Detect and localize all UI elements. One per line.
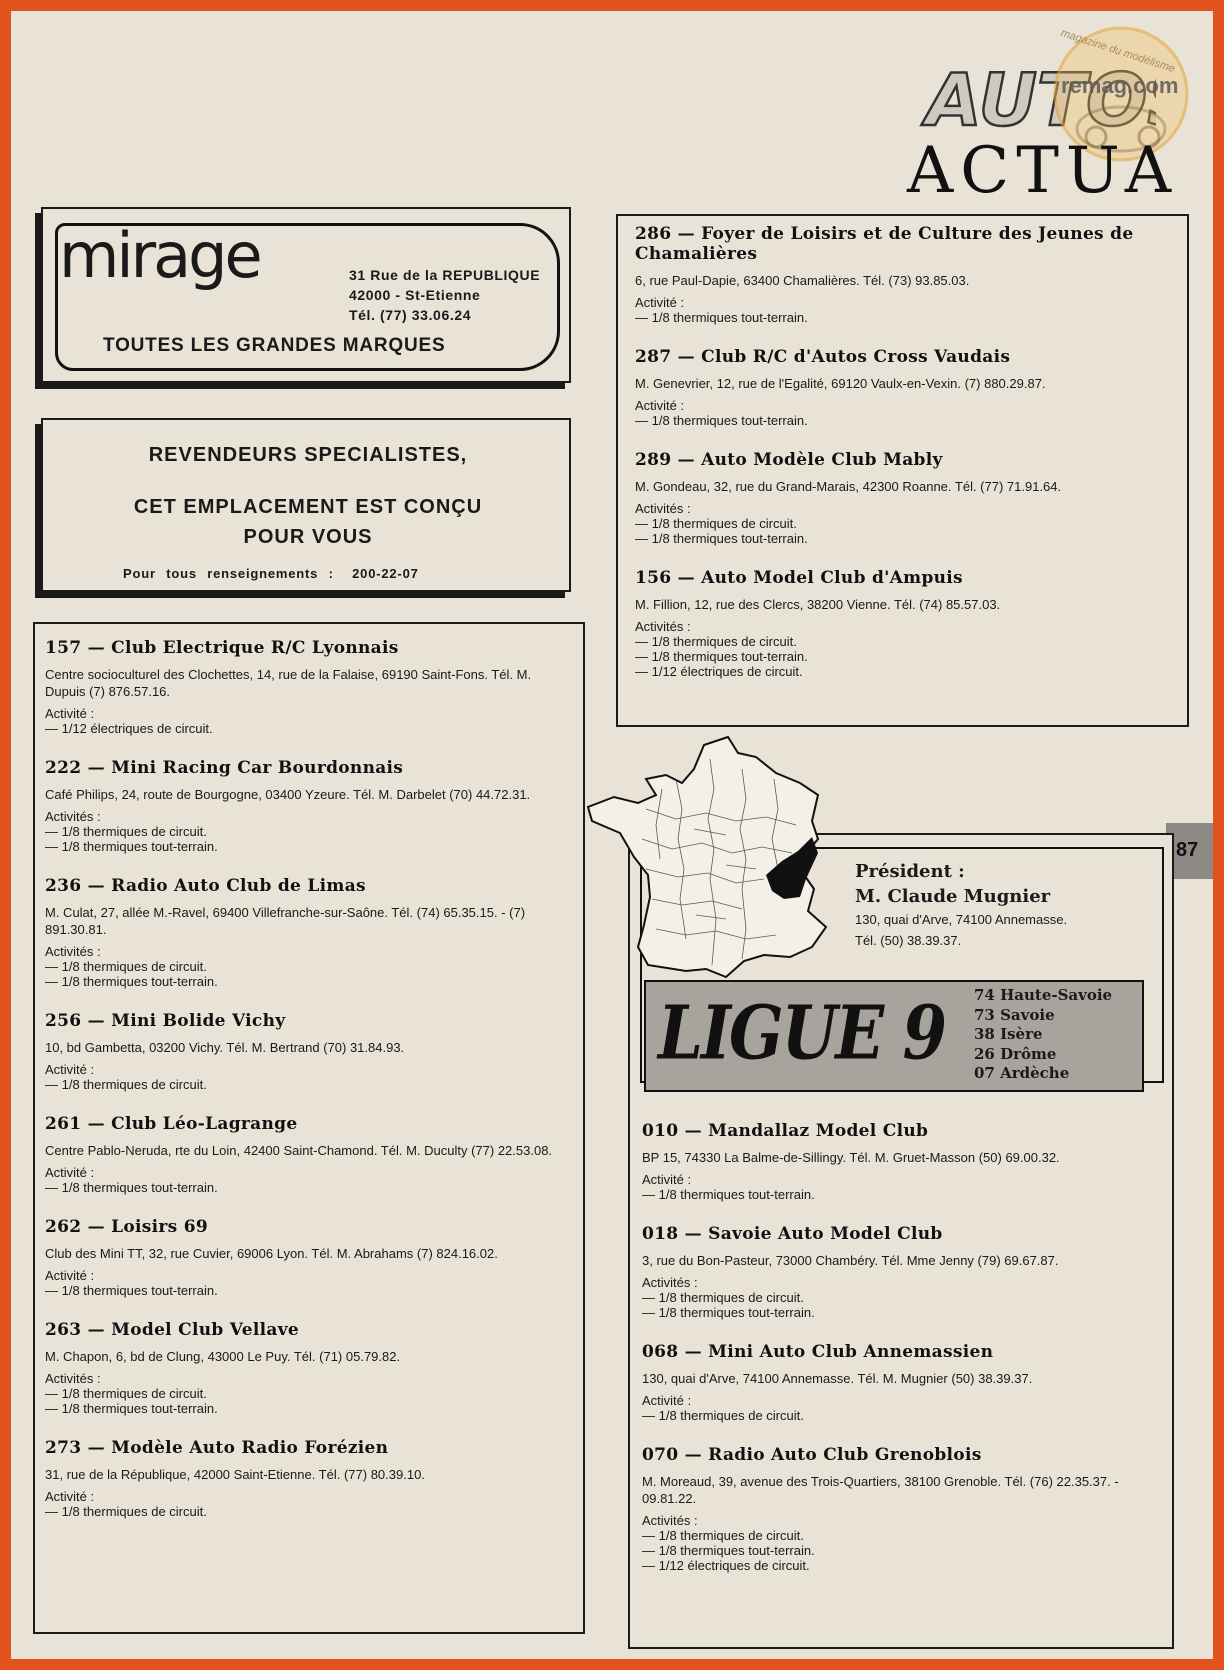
- club-activities: [635, 398, 1180, 428]
- club-activities-label: Activités :: [45, 944, 101, 959]
- club-activities-label: Activités :: [635, 501, 691, 516]
- club-activity-item: — 1/8 thermiques de circuit.: [45, 959, 207, 974]
- club-address: M. Fillion, 12, rue des Clercs, 38200 Vienne. Tél. (74) 85.57.03.: [635, 597, 1001, 612]
- ad-mirage: [41, 207, 571, 383]
- club-address: Centre Pablo-Neruda, rte du Loin, 42400 Saint-Chamond. Tél. M. Duculty (77) 22.53.08.: [45, 1143, 553, 1158]
- club-title: 261 — Club Léo-Lagrange: [45, 1114, 298, 1134]
- club-entry: [635, 450, 1180, 546]
- revendeurs-info: [123, 566, 419, 581]
- svg-text:AUTOS: AUTO: [926, 59, 1148, 139]
- club-address: 3, rue du Bon-Pasteur, 73000 Chambéry. Tél. Mme Jenny (79) 69.67.87.: [642, 1253, 1059, 1268]
- club-activities: [635, 501, 1180, 546]
- club-activities-label: Activité :: [635, 398, 685, 413]
- club-activities: [642, 1393, 1166, 1423]
- president-name: M. Claude Mugnier: [855, 886, 1051, 907]
- club-address: 31, rue de la République, 42000 Saint-Etienne. Tél. (77) 80.39.10.: [45, 1467, 425, 1482]
- club-activity-item: — 1/12 électriques de circuit.: [642, 1558, 810, 1573]
- magazine-page: [11, 11, 1213, 1659]
- club-activity-item: — 1/8 thermiques de circuit.: [45, 1077, 207, 1092]
- club-entry: [642, 1445, 1166, 1573]
- left-clubs-list: [45, 638, 573, 1541]
- ligue-department: 74 Haute-Savoie: [974, 986, 1113, 1004]
- ligue-department: 38 Isère: [974, 1025, 1043, 1043]
- club-title: 010 — Mandallaz Model Club: [642, 1121, 929, 1141]
- club-title: 222 — Mini Racing Car Bourdonnais: [45, 758, 404, 778]
- club-activities-label: Activité :: [45, 1062, 95, 1077]
- club-entry: [45, 876, 573, 989]
- mirage-logo: mirage: [59, 219, 260, 292]
- club-title: 018 — Savoie Auto Model Club: [642, 1224, 943, 1244]
- club-title: 287 — Club R/C d'Autos Cross Vaudais: [635, 347, 1011, 367]
- club-activity-item: — 1/8 thermiques tout-terrain.: [635, 310, 808, 325]
- mirage-tagline: TOUTES LES GRANDES MARQUES: [103, 335, 446, 356]
- club-activity-item: — 1/8 thermiques tout-terrain.: [635, 413, 808, 428]
- club-activity-item: — 1/8 thermiques tout-terrain.: [635, 531, 808, 546]
- club-activity-item: — 1/12 électriques de circuit.: [635, 664, 803, 679]
- right-top-clubs-list: [635, 224, 1180, 701]
- club-activities: [642, 1513, 1166, 1573]
- club-entry: [45, 758, 573, 854]
- club-activity-item: — 1/12 électriques de circuit.: [45, 721, 213, 736]
- club-entry: [45, 1438, 573, 1519]
- club-title: 262 — Loisirs 69: [45, 1217, 209, 1237]
- club-entry: [642, 1121, 1166, 1202]
- club-title: 273 — Modèle Auto Radio Forézien: [45, 1438, 389, 1458]
- president-phone: Tél. (50) 38.39.37.: [855, 933, 962, 948]
- ligue-department: 73 Savoie: [974, 1005, 1055, 1024]
- ligue-label: LIGUE 9: [658, 990, 945, 1077]
- mirage-address: [349, 265, 540, 325]
- club-activities-label: Activité :: [45, 1268, 95, 1283]
- club-activities-label: Activité :: [45, 706, 95, 721]
- club-title: 070 — Radio Auto Club Grenoblois: [642, 1445, 982, 1465]
- club-activity-item: — 1/8 thermiques tout-terrain.: [635, 649, 808, 664]
- club-activity-item: — 1/8 thermiques de circuit.: [45, 1504, 207, 1519]
- club-activity-item: — 1/8 thermiques tout-terrain.: [642, 1543, 815, 1558]
- club-entry: [635, 224, 1180, 325]
- club-address: 10, bd Gambetta, 03200 Vichy. Tél. M. Bertrand (70) 31.84.93.: [45, 1040, 405, 1055]
- club-activities: [642, 1275, 1166, 1320]
- club-activity-item: — 1/8 thermiques de circuit.: [635, 634, 797, 649]
- club-title: 263 — Model Club Vellave: [45, 1320, 299, 1340]
- club-activities-label: Activités :: [45, 809, 101, 824]
- mirage-phone: Tél. (77) 33.06.24: [349, 307, 472, 323]
- club-activities-label: Activité :: [642, 1393, 692, 1408]
- club-activities: [45, 1371, 573, 1416]
- club-activity-item: — 1/8 thermiques tout-terrain.: [45, 974, 218, 989]
- ligue-departments: [974, 986, 1112, 1084]
- club-activity-item: — 1/8 thermiques de circuit.: [642, 1528, 804, 1543]
- club-entry: [635, 347, 1180, 428]
- club-title: 156 — Auto Model Club d'Ampuis: [635, 568, 963, 588]
- club-activities: [642, 1172, 1166, 1202]
- club-address: Centre socioculturel des Clochettes, 14, rue de la Falaise, 69190 Saint-Fons. Tél. M. Dupuis (7) 876.57.16.: [45, 667, 532, 699]
- club-activity-item: — 1/8 thermiques de circuit.: [45, 1386, 207, 1401]
- club-activities: [45, 706, 573, 736]
- club-title: 157 — Club Electrique R/C Lyonnais: [45, 638, 399, 658]
- club-activity-item: — 1/8 thermiques tout-terrain.: [45, 1401, 218, 1416]
- club-activity-item: — 1/8 thermiques tout-terrain.: [45, 839, 218, 854]
- france-map: [586, 729, 876, 979]
- club-entry: [45, 1320, 573, 1416]
- club-activities-label: Activité :: [642, 1172, 692, 1187]
- club-activity-item: — 1/8 thermiques de circuit.: [642, 1408, 804, 1423]
- revendeurs-line3: POUR VOUS: [243, 526, 373, 548]
- president-address: 130, quai d'Arve, 74100 Annemasse.: [855, 912, 1068, 927]
- club-activities: [635, 619, 1180, 679]
- club-address: M. Culat, 27, allée M.-Ravel, 69400 Villefranche-sur-Saône. Tél. (74) 65.35.15. - (7) 891.30.81.: [45, 905, 526, 937]
- right-top-clubs-box: [616, 214, 1189, 727]
- section-title: ACTUA: [907, 134, 1179, 208]
- club-activity-item: — 1/8 thermiques tout-terrain.: [45, 1180, 218, 1195]
- france-map-icon: [586, 729, 876, 979]
- club-activities-label: Activité :: [635, 295, 685, 310]
- club-entry: [45, 1114, 573, 1195]
- club-title: 286 — Foyer de Loisirs et de Culture des Jeunes de Chamalières: [635, 224, 1134, 264]
- club-activities-label: Activités :: [45, 1371, 101, 1386]
- ligue-department: 07 Ardèche: [974, 1064, 1070, 1082]
- watermark-arc-text: magazine du modélisme: [1059, 27, 1177, 76]
- club-title: 236 — Radio Auto Club de Limas: [45, 876, 366, 896]
- mirage-address-line1: 31 Rue de la REPUBLIQUE: [349, 267, 541, 283]
- club-activities-label: Activités :: [642, 1513, 698, 1528]
- right-bottom-clubs-list: [642, 1121, 1166, 1595]
- left-clubs-box: [33, 622, 585, 1634]
- club-activities: [45, 1489, 573, 1519]
- ligue-president: [855, 859, 1067, 951]
- club-address: BP 15, 74330 La Balme-de-Sillingy. Tél. M. Gruet-Masson (50) 69.00.32.: [642, 1150, 1060, 1165]
- club-address: Club des Mini TT, 32, rue Cuvier, 69006 Lyon. Tél. M. Abrahams (7) 824.16.02.: [45, 1246, 498, 1261]
- club-entry: [635, 568, 1180, 679]
- mirage-address-line2: 42000 - St-Etienne: [349, 287, 481, 303]
- club-activities-label: Activités :: [635, 619, 691, 634]
- club-activities-label: Activités :: [642, 1275, 698, 1290]
- revendeurs-info-phone: 200-22-07: [352, 566, 419, 581]
- club-activity-item: — 1/8 thermiques de circuit.: [635, 516, 797, 531]
- club-title: 289 — Auto Modèle Club Mably: [635, 450, 943, 470]
- club-activities: [45, 944, 573, 989]
- club-address: Café Philips, 24, route de Bourgogne, 03400 Yzeure. Tél. M. Darbelet (70) 44.72.31.: [45, 787, 531, 802]
- club-entry: [642, 1342, 1166, 1423]
- revendeurs-line2: CET EMPLACEMENT EST CONÇU: [133, 496, 483, 518]
- club-activity-item: — 1/8 thermiques tout-terrain.: [642, 1305, 815, 1320]
- club-address: M. Gondeau, 32, rue du Grand-Marais, 42300 Roanne. Tél. (77) 71.91.64.: [635, 479, 1062, 494]
- club-activity-item: — 1/8 thermiques tout-terrain.: [45, 1283, 218, 1298]
- club-entry: [45, 1217, 573, 1298]
- ad-revendeurs: [41, 418, 571, 592]
- club-activity-item: — 1/8 thermiques de circuit.: [642, 1290, 804, 1305]
- club-activities: [45, 1268, 573, 1298]
- president-label: Président :: [855, 861, 965, 882]
- club-activity-item: — 1/8 thermiques de circuit.: [45, 824, 207, 839]
- club-activities: [45, 1165, 573, 1195]
- club-address: M. Chapon, 6, bd de Clung, 43000 Le Puy. Tél. (71) 05.79.82.: [45, 1349, 401, 1364]
- club-address: M. Moreaud, 39, avenue des Trois-Quartiers, 38100 Grenoble. Tél. (76) 22.35.37. - 09.81.22.: [642, 1474, 1119, 1506]
- club-title: 068 — Mini Auto Club Annemassien: [642, 1342, 994, 1362]
- club-entry: [45, 1011, 573, 1092]
- ligue-department: 26 Drôme: [974, 1044, 1057, 1063]
- club-activities: [635, 295, 1180, 325]
- club-address: 130, quai d'Arve, 74100 Annemasse. Tél. M. Mugnier (50) 38.39.37.: [642, 1371, 1033, 1386]
- club-entry: [45, 638, 573, 736]
- club-title: 256 — Mini Bolide Vichy: [45, 1011, 286, 1031]
- club-address: 6, rue Paul-Dapie, 63400 Chamalières. Tél. (73) 93.85.03.: [635, 273, 970, 288]
- revendeurs-line1: REVENDEURS SPECIALISTES,: [148, 444, 468, 466]
- club-entry: [642, 1224, 1166, 1320]
- watermark-url: remag.com: [1061, 73, 1179, 98]
- page-number: 87: [1176, 839, 1199, 861]
- club-activity-item: — 1/8 thermiques tout-terrain.: [642, 1187, 815, 1202]
- club-address: M. Genevrier, 12, rue de l'Egalité, 69120 Vaulx-en-Vexin. (7) 880.29.87.: [635, 376, 1046, 391]
- club-activities-label: Activité :: [45, 1165, 95, 1180]
- club-activities: [45, 809, 573, 854]
- club-activities: [45, 1062, 573, 1092]
- ligue-banner: [644, 980, 1144, 1092]
- revendeurs-info-label: Pour tous renseignements :: [123, 566, 334, 581]
- club-activities-label: Activité :: [45, 1489, 95, 1504]
